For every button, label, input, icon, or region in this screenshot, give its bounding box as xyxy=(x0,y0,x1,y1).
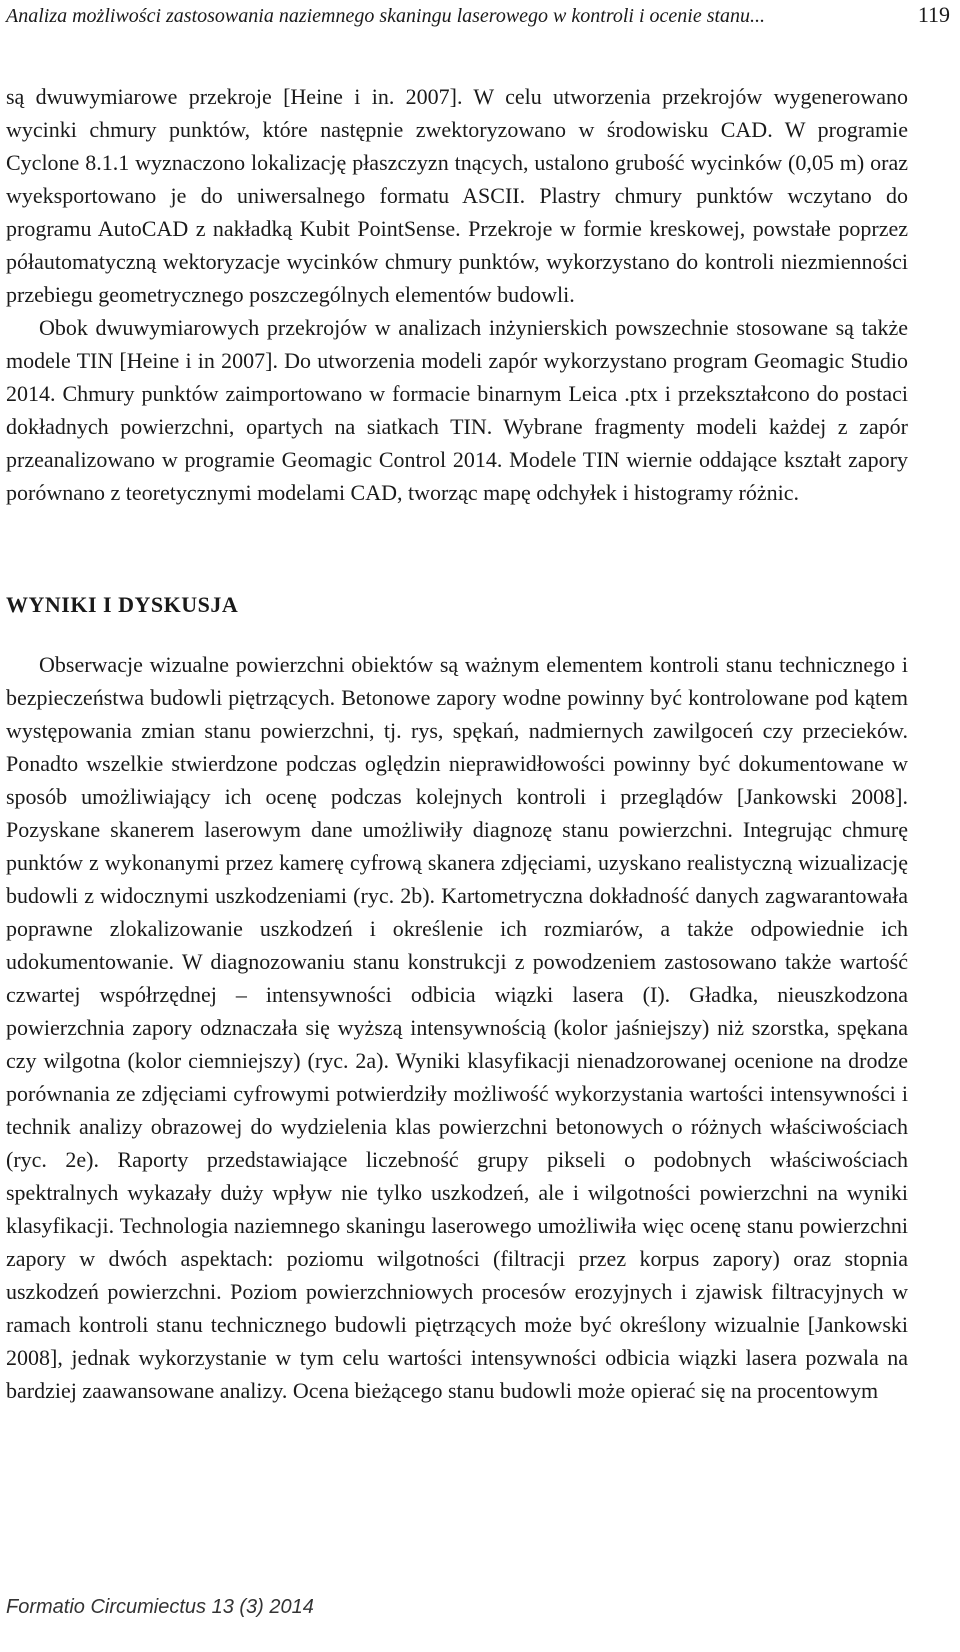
running-header xyxy=(6,2,950,36)
running-header-title: Analiza możliwości zastosowania naziemnego skaningu laserowego w kontroli i ocenie stanu... xyxy=(6,5,766,27)
journal-footer: Formatio Circumiectus 13 (3) 2014 xyxy=(6,1596,314,1618)
paragraph: Obserwacje wizualne powierzchni obiektów są ważnym elementem kontroli stanu technicznego i bezpieczeństwa budowli piętrzących. Betonowe zapory wodne powinny być kontrolowane pod kątem występowania zmian stanu powierzchni, tj. rys, spękań, nadmiernych zawilgoceń czy przecieków. Ponadto wszelkie stwierdzone podczas oględzin nieprawidłowości powinny być dokumentowane w sposób umożliwiający ich ocenę podczas kolejnych kontroli i przeglądów [Jankowski 2008]. Pozyskane skanerem laserowym dane umożliwiły diagnozę stanu powierzchni. Integrując chmurę punktów z wykonanymi przez kamerę cyfrową skanera zdjęciami, uzyskano realistyczną wizualizację budowli z widocznymi uszkodzeniami (ryc. 2b). Kartometryczna dokładność danych zagwarantowała poprawne zlokalizowanie uszkodzeń i określenie ich rozmiarów, a także odpowiednie ich udokumentowanie. W diagnozowaniu stanu konstrukcji z powodzeniem zastosowano także wartość czwartej współrzędnej – intensywności odbicia wiązki lasera (I). Gładka, nieuszkodzona powierzchnia zapory odznaczała się wyższą intensywnością (kolor jaśniejszy) niż szorstka, spękana czy wilgotna (kolor ciemniejszy) (ryc. 2a). Wyniki klasyfikacji nienadzorowanej ocenione na drodze porównania ze zdjęciami cyfrowymi potwierdziły możliwość wykorzystania wartości intensywności i technik analizy obrazowej do wydzielenia klas powierzchni betonowych o różnych właściwościach (ryc. 2e). Raporty przedstawiające liczebność grupy pikseli o podobnych właściwościach spektralnych wykazały duży wpływ nie tylko uszkodzeń, ale i wilgotności powierzchni na wyniki klasyfikacji. Technologia naziemnego skaningu laserowego umożliwiła więc ocenę stanu powierzchni zapory w dwóch aspektach: poziomu wilgotności (filtracji przez korpus zapory) oraz stopnia uszkodzeń powierzchni. Poziom powierzchniowych procesów erozyjnych i zjawisk filtracyjnych w ramach kontroli stanu technicznego budowli piętrzących może być określony wizualnie [Jankowski 2008], jednak wykorzystanie w tym celu wartości intensywności odbicia wiązki lasera pozwala na bardziej zaawansowane analizy. Ocena bieżącego stanu budowli może opierać się na procentowym xyxy=(6,652,908,1403)
body-text-block xyxy=(6,80,908,509)
paragraph: są dwuwymiarowe przekroje [Heine i in. 2007]. W celu utworzenia przekrojów wygenerowano wycinki chmury punktów, które następnie zwektoryzowano w środowisku CAD. W programie Cyclone 8.1.1 wyznaczono lokalizację płaszczyzn tnących, ustalono grubość wycinków (0,05 m) oraz wyeksportowano je do uniwersalnego formatu ASCII. Plastry chmury punktów wczytano do programu AutoCAD z nakładką Kubit PointSense. Przekroje w formie kreskowej, powstałe poprzez półautomatyczną wektoryzacje wycinków chmury punktów, wykorzystano do kontroli niezmienności przebiegu geometrycznego poszczególnych elementów budowli. xyxy=(6,84,908,307)
section-heading: WYNIKI I DYSKUSJA xyxy=(6,592,239,617)
paragraph: Obok dwuwymiarowych przekrojów w analizach inżynierskich powszechnie stosowane są także modele TIN [Heine i in 2007]. Do utworzenia modeli zapór wykorzystano program Geomagic Studio 2014. Chmury punktów zaimportowano w formacie binarnym Leica .ptx i przekształcono do postaci dokładnych powierzchni, opartych na siatkach TIN. Wybrane fragmenty modeli każdej z zapór przeanalizowano w programie Geomagic Control 2014. Modele TIN wiernie oddające kształt zapory porównano z teoretycznymi modelami CAD, tworząc mapę odchyłek i histogramy różnic. xyxy=(6,315,908,505)
section-body xyxy=(6,648,908,1407)
page-number: 119 xyxy=(917,2,950,27)
